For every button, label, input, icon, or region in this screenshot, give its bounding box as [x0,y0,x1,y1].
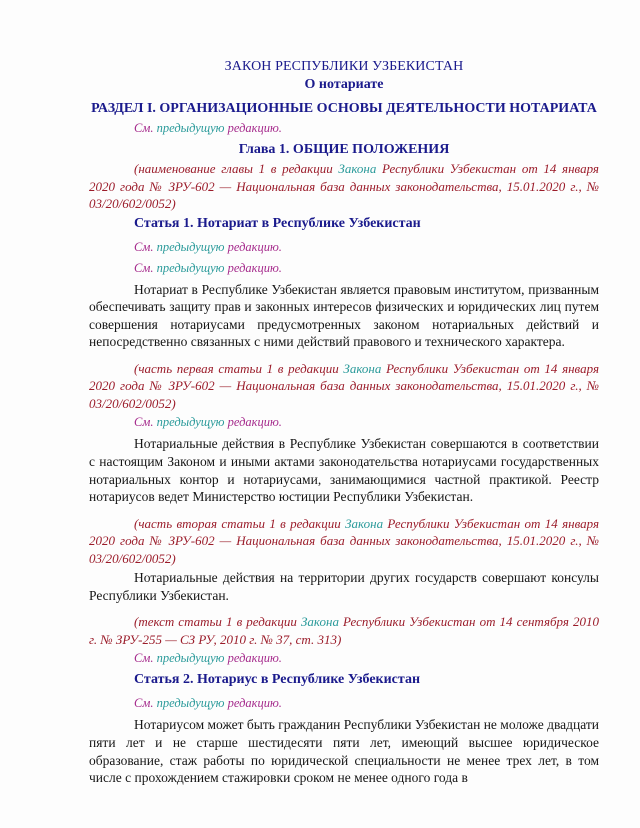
amendment-note: (часть первая статьи 1 в редакции Закона Республики Узбекистан от 14 января 2020 года № ЗРУ-602 — Национальная база данных законодательства, 15.01.2020 г., № 03/20/602/0052) [89,360,599,411]
amendment-note: (часть вторая статьи 1 в редакции Закона Республики Узбекистан от 14 января 2020 года № ЗРУ-602 — Национальная база данных законодательства, 15.01.2020 г., № 03/20/602/0052) [89,515,599,566]
law-title: ЗАКОН РЕСПУБЛИКИ УЗБЕКИСТАН [224,59,464,74]
amendment-note: (наименование главы 1 в редакции Закона Республики Узбекистан от 14 января 2020 года № ЗРУ-602 — Национальная база данных законодательства, 15.01.2020 г., № 03/20/602/0052) [89,161,599,211]
chapter-title: Глава 1. ОБЩИЕ ПОЛОЖЕНИЯ [238,142,450,157]
section-title: РАЗДЕЛ I. ОРГАНИЗАЦИОННЫЕ ОСНОВЫ ДЕЯТЕЛЬНОСТИ НОТАРИАТА [91,101,597,116]
article-title: Статья 2. Нотариус в Республике Узбекистан [134,672,421,688]
article-title: Статья 1. Нотариат в Республике Узбекистан [134,215,421,231]
prev-edition-link[interactable]: См. предыдущую редакцию. [134,239,282,254]
article-paragraph: Нотариусом может быть гражданин Республики Узбекистан не моложе двадцати пяти лет и не старше шестидесяти пяти лет, имеющий высшее юридическое образование, стаж работы по юридической специальности не менее трех лет, в том числе с прохождением стажировки сроком не менее одного года в [89,717,599,786]
law-subtitle: О нотариате [304,77,384,92]
prev-edition-link[interactable]: См. предыдущую редакцию. [134,121,282,135]
prev-edition-link[interactable]: См. предыдущую редакцию. [134,260,282,275]
law-link[interactable]: Закона [345,515,384,531]
article-paragraph: Нотариальные действия в Республике Узбекистан совершаются в соответствии с настоящим Законом и иными актами законодательства нотариусами государственных нотариальных контор и нотариусами, занимающимися частной практикой. Реестр нотариусов ведет Министерство юстиции Республики Узбекистан. [89,436,599,505]
law-link[interactable]: Закона [338,161,377,176]
prev-edition-link[interactable]: См. предыдущую редакцию. [134,415,282,430]
prev-edition-link[interactable]: См. предыдущую редакцию. [134,651,282,666]
law-link[interactable]: Закона [343,360,382,376]
document-page [89,58,599,793]
article-paragraph: Нотариат в Республике Узбекистан является правовым институтом, призванным обеспечивать защиту прав и законных интересов физических и юридических лиц путем совершения нотариусами предусмотренных законом нотариальных действий и непосредственно связанных с ними действий правового и технического характера. [89,281,599,350]
law-link[interactable]: Закона [300,614,339,630]
amendment-note: (текст статьи 1 в редакции Закона Республики Узбекистан от 14 сентября 2010 г. № ЗРУ-255 — СЗ РУ, 2010 г. № 37, ст. 313) [89,614,599,647]
article-paragraph: Нотариальные действия на территории других государств совершают консулы Республики Узбекистан. [89,570,599,603]
prev-edition-link[interactable]: См. предыдущую редакцию. [134,696,282,711]
